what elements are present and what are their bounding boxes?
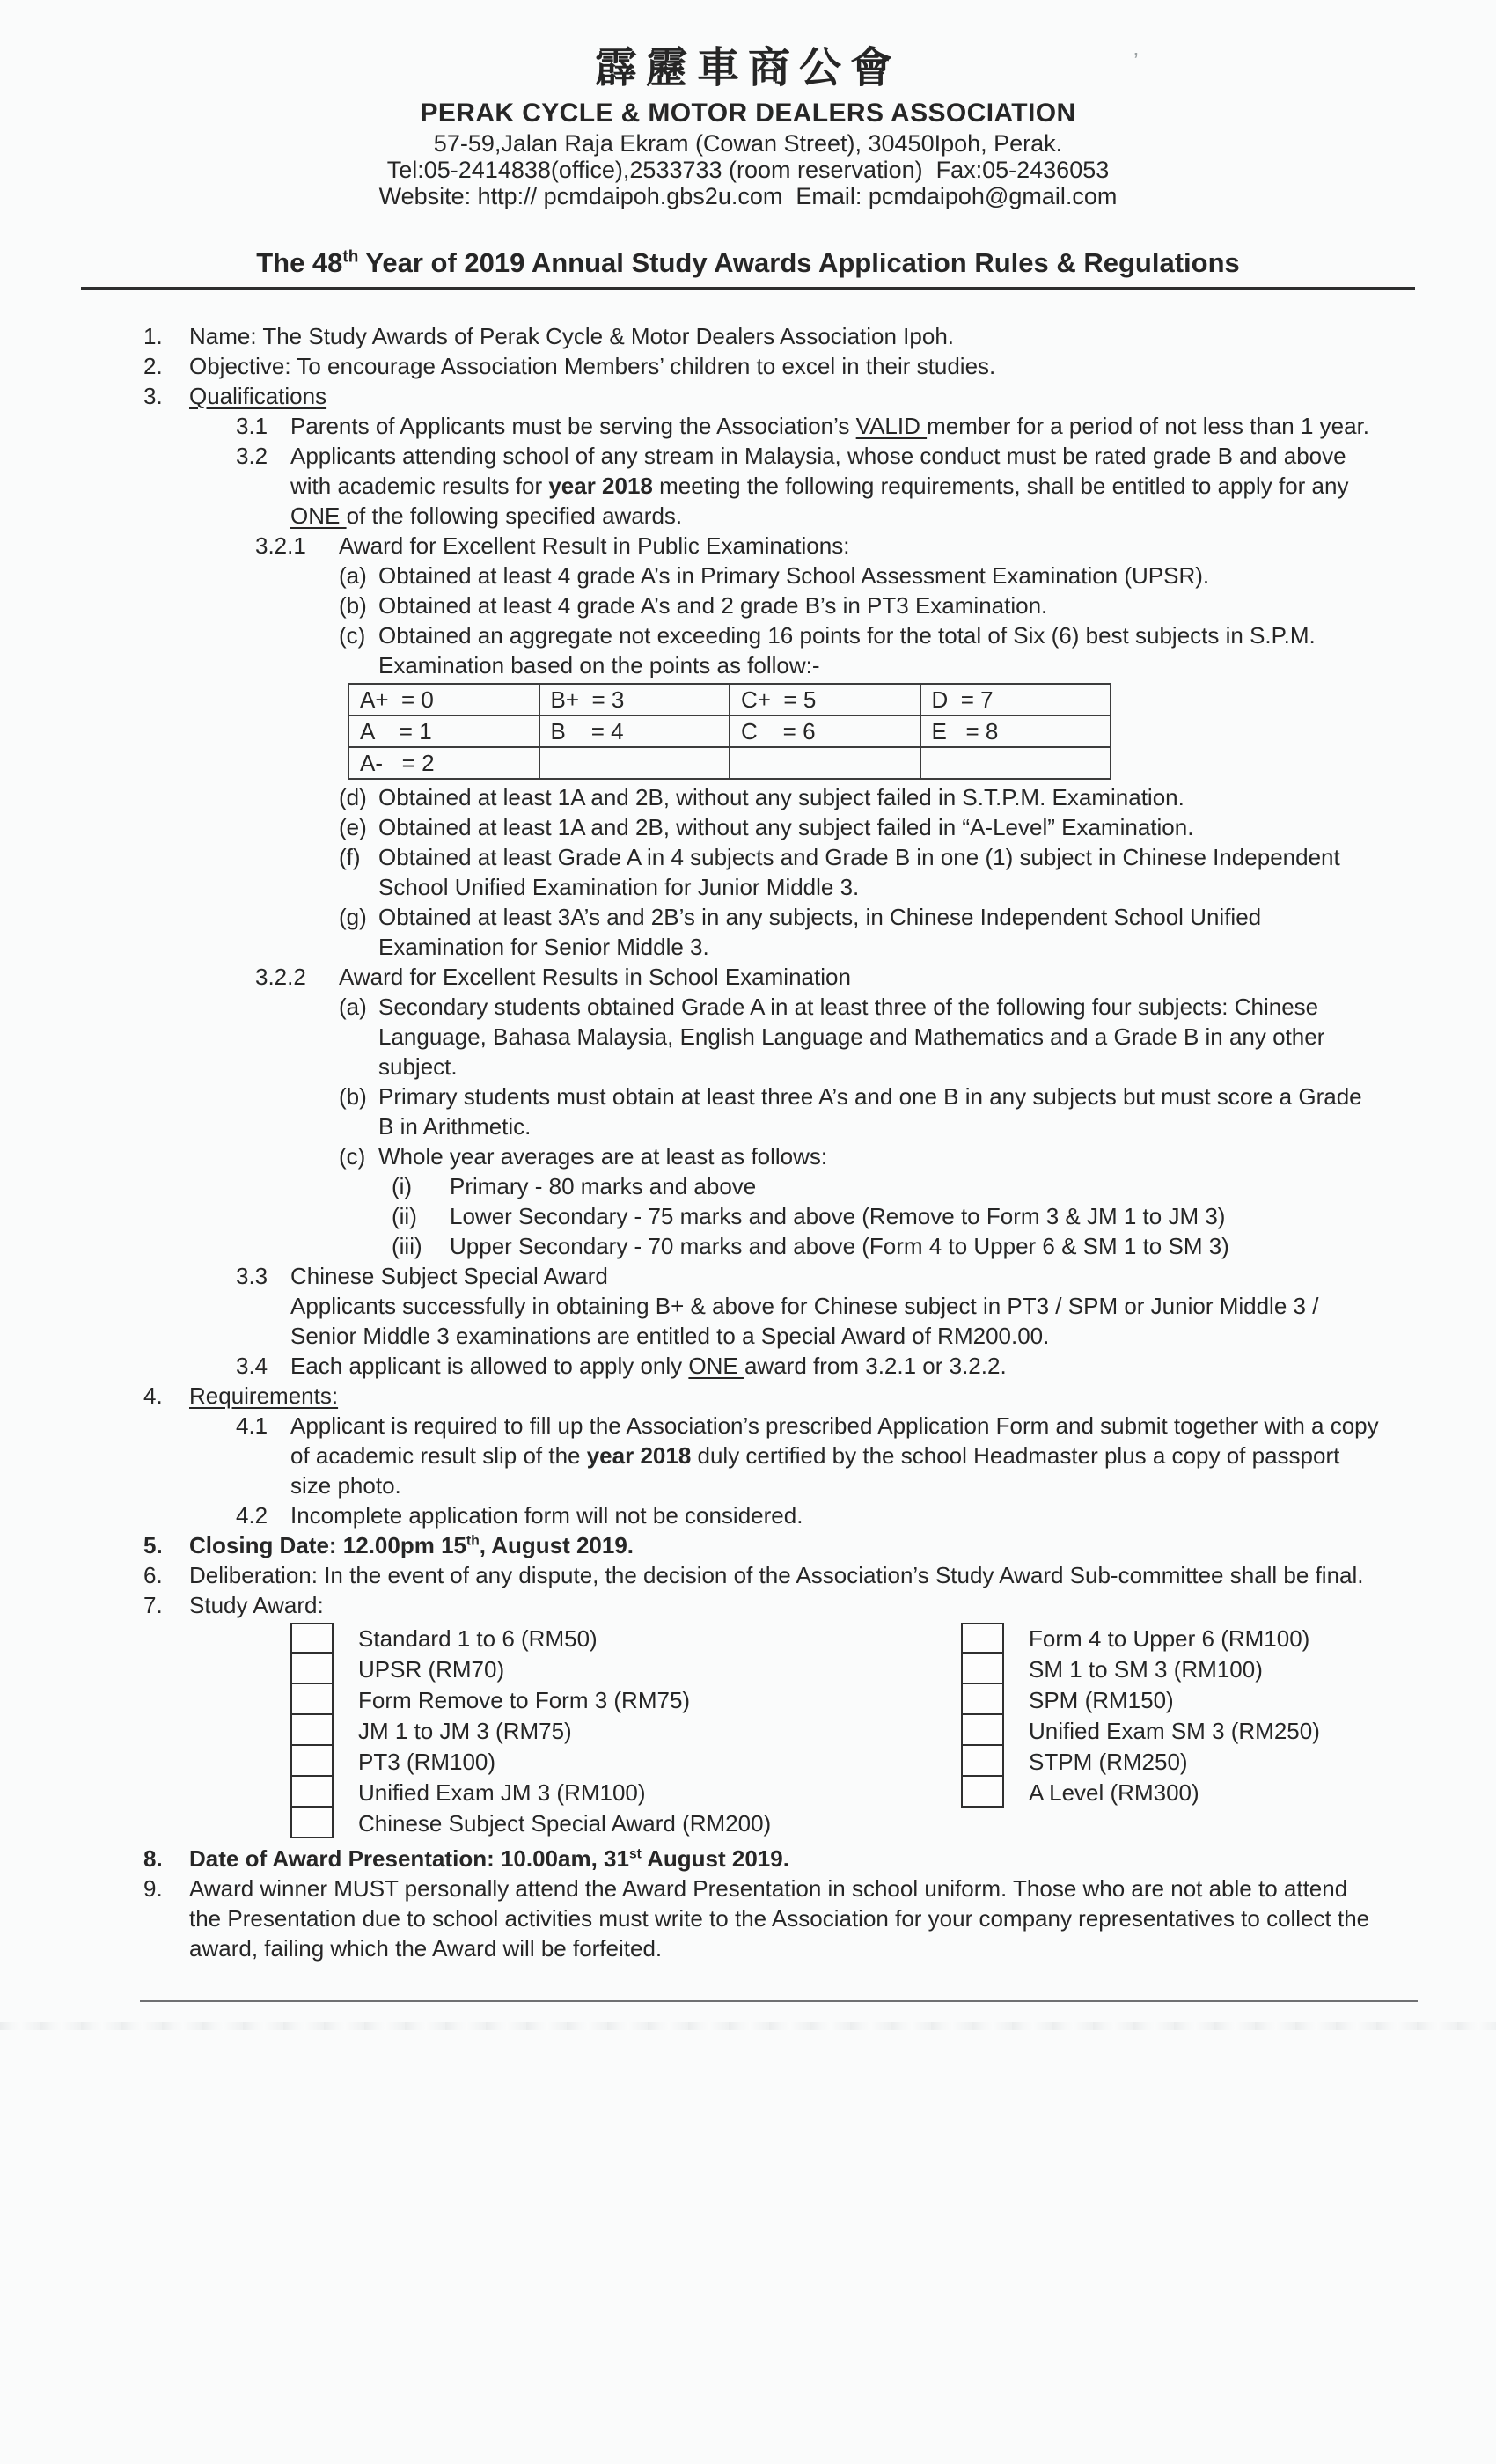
award-row xyxy=(290,1777,771,1808)
item-roman: (ii) xyxy=(392,1203,417,1229)
item-number: 4.2 xyxy=(236,1502,268,1529)
award-label: JM 1 to JM 3 (RM75) xyxy=(358,1717,572,1744)
underlined-word: VALID xyxy=(855,413,928,439)
item-text: Award for Excellent Result in Public Examinations: xyxy=(339,532,850,559)
section-heading: Requirements: xyxy=(189,1382,339,1409)
item-text: Objective: To encourage Association Members’ children to excel in their studies. xyxy=(189,353,996,379)
item-text: Each applicant is allowed to apply only ONE award from 3.2.1 or 3.2.2. xyxy=(290,1353,1007,1379)
award-row xyxy=(961,1623,1320,1654)
item-3-2-2-c-i xyxy=(392,1171,1383,1201)
award-row xyxy=(961,1777,1320,1808)
item-3-3 xyxy=(236,1261,1383,1291)
points-cell xyxy=(539,747,730,779)
item-text: Study Award: xyxy=(189,1592,324,1618)
points-cell: B+ = 3 xyxy=(539,684,730,715)
item-9-attendance xyxy=(143,1874,1383,1963)
item-letter: (a) xyxy=(339,562,367,589)
item-3-3-paragraph: Applicants successfully in obtaining B+ & above for Chinese subject in PT3 / SPM or Junior Middle 3 / Senior Middle 3 examinations are entitled to a Special Award of RM200.00. xyxy=(290,1293,1319,1349)
award-label: Standard 1 to 6 (RM50) xyxy=(358,1624,598,1652)
item-number: 1. xyxy=(143,323,163,349)
item-text: Secondary students obtained Grade A in at least three of the following four subjects: Chinese Language, Bahasa Malaysia, English Language and Mathematics and a Grade B in any other subject. xyxy=(378,994,1325,1080)
item-3-2-1-c xyxy=(339,620,1383,680)
award-row xyxy=(290,1746,771,1777)
award-checkbox[interactable] xyxy=(290,1623,334,1654)
item-text: Obtained at least 3A’s and 2B’s in any subjects, in Chinese Independent School Unified Examination for Senior Middle 3. xyxy=(378,904,1262,960)
item-3-1 xyxy=(236,411,1383,441)
award-label: SPM (RM150) xyxy=(1029,1686,1174,1713)
item-4-2 xyxy=(236,1500,1383,1530)
award-label: Unified Exam JM 3 (RM100) xyxy=(358,1778,646,1806)
item-3-4 xyxy=(236,1351,1383,1381)
item-number: 3.3 xyxy=(236,1263,268,1289)
award-checkbox[interactable] xyxy=(961,1654,1004,1684)
item-3-2-2-a xyxy=(339,992,1383,1082)
item-text: Chinese Subject Special Award xyxy=(290,1263,608,1289)
underlined-word: ONE xyxy=(290,502,347,529)
spm-points-table xyxy=(348,683,1111,780)
item-3-2-1-a xyxy=(339,561,1383,590)
item-letter: (b) xyxy=(339,592,367,619)
item-3-2-1-d xyxy=(339,782,1383,812)
study-award-options xyxy=(290,1623,1383,1840)
item-text: Lower Secondary - 75 marks and above (Remove to Form 3 & JM 1 to JM 3) xyxy=(450,1203,1226,1229)
award-checkbox[interactable] xyxy=(961,1715,1004,1746)
item-8-presentation-date xyxy=(143,1844,1383,1874)
bold-phrase: year 2018 xyxy=(586,1442,692,1469)
item-number: 7. xyxy=(143,1592,163,1618)
item-number: 3.2.2 xyxy=(255,964,306,990)
award-row xyxy=(961,1684,1320,1715)
item-text: Award winner MUST personally attend the Award Presentation in school uniform. Those who are not able to attend the Presentation due to school activities must write to the Association for your company representatives to collect the award, failing which the Award will be forfeited. xyxy=(189,1875,1370,1962)
item-letter: (f) xyxy=(339,844,361,870)
item-text: Obtained at least 4 grade A’s in Primary School Assessment Examination (UPSR). xyxy=(378,562,1210,589)
item-3-2-1-b xyxy=(339,590,1383,620)
bold-phrase: year 2018 xyxy=(548,473,653,499)
award-column-right xyxy=(961,1623,1320,1808)
table-row xyxy=(348,747,1111,779)
award-row xyxy=(290,1715,771,1746)
award-checkbox[interactable] xyxy=(961,1623,1004,1654)
underlined-word: ONE xyxy=(688,1353,744,1379)
item-3-2-1-f xyxy=(339,842,1383,902)
rules-body xyxy=(0,290,1496,2002)
item-text: Parents of Applicants must be serving the Association’s VALID member for a period of not less than 1 year. xyxy=(290,413,1370,439)
award-label: SM 1 to SM 3 (RM100) xyxy=(1029,1655,1263,1683)
item-letter: (c) xyxy=(339,622,366,649)
item-letter: (d) xyxy=(339,784,367,810)
item-text: Primary - 80 marks and above xyxy=(450,1173,757,1199)
award-label: A Level (RM300) xyxy=(1029,1778,1199,1806)
item-number: 5. xyxy=(143,1532,163,1558)
award-row xyxy=(961,1746,1320,1777)
item-number: 4.1 xyxy=(236,1412,268,1439)
table-row xyxy=(348,715,1111,747)
points-cell: B = 4 xyxy=(539,715,730,747)
bottom-divider xyxy=(140,2000,1418,2002)
item-7-study-award xyxy=(143,1590,1383,1620)
table-row xyxy=(348,684,1111,715)
points-cell xyxy=(920,747,1111,779)
item-2-objective xyxy=(143,351,1383,381)
item-text: Award for Excellent Results in School Examination xyxy=(339,964,851,990)
item-3-2-1-e xyxy=(339,812,1383,842)
org-phone-fax: Tel:05-2414838(office),2533733 (room reservation) Fax:05-2436053 xyxy=(386,157,1110,183)
org-website-email: Website: http:// pcmdaipoh.gbs2u.com Email: pcmdaipoh@gmail.com xyxy=(378,183,1118,209)
award-checkbox[interactable] xyxy=(290,1654,334,1684)
item-text: Obtained at least Grade A in 4 subjects and Grade B in one (1) subject in Chinese Independent School Unified Examination for Junior Middle 3. xyxy=(378,844,1340,900)
points-cell: D = 7 xyxy=(920,684,1111,715)
item-4-1 xyxy=(236,1411,1383,1500)
item-roman: (iii) xyxy=(392,1233,422,1259)
item-text: Obtained at least 1A and 2B, without any subject failed in S.T.P.M. Examination. xyxy=(378,784,1184,810)
award-checkbox[interactable] xyxy=(290,1808,334,1838)
item-number: 6. xyxy=(143,1562,163,1588)
award-row xyxy=(290,1654,771,1684)
item-text: Obtained at least 4 grade A’s and 2 grade B’s in PT3 Examination. xyxy=(378,592,1048,619)
item-number: 3.2 xyxy=(236,443,268,469)
award-row xyxy=(290,1684,771,1715)
scan-artifact-mark: ’ xyxy=(1133,48,1139,74)
item-3-2-2-c-ii xyxy=(392,1201,1383,1231)
item-number: 2. xyxy=(143,353,163,379)
item-text: Primary students must obtain at least three A’s and one B in any subjects but must score a Grade B in Arithmetic. xyxy=(378,1083,1362,1140)
points-cell: C+ = 5 xyxy=(730,684,920,715)
award-label: PT3 (RM100) xyxy=(358,1748,496,1775)
award-column-left xyxy=(290,1623,771,1838)
item-text: Incomplete application form will not be considered. xyxy=(290,1502,803,1529)
item-text: Name: The Study Awards of Perak Cycle & Motor Dealers Association Ipoh. xyxy=(189,323,955,349)
award-row xyxy=(961,1654,1320,1684)
award-row xyxy=(290,1623,771,1654)
item-3-2-2-b xyxy=(339,1082,1383,1141)
item-number: 9. xyxy=(143,1875,163,1902)
item-text: Whole year averages are at least as follows: xyxy=(378,1143,828,1170)
award-checkbox[interactable] xyxy=(290,1715,334,1746)
item-letter: (a) xyxy=(339,994,367,1020)
letterhead xyxy=(0,0,1496,209)
points-cell: A- = 2 xyxy=(348,747,539,779)
award-label: UPSR (RM70) xyxy=(358,1655,505,1683)
item-6-deliberation xyxy=(143,1560,1383,1590)
item-text: Closing Date: 12.00pm 15th, August 2019. xyxy=(189,1532,634,1558)
item-3-2-2 xyxy=(255,962,1383,992)
item-3-2-2-c-iii xyxy=(392,1231,1383,1261)
item-letter: (b) xyxy=(339,1083,367,1110)
item-letter: (e) xyxy=(339,814,367,840)
award-row xyxy=(290,1808,771,1838)
item-number: 3. xyxy=(143,383,163,409)
item-text: Upper Secondary - 70 marks and above (Form 4 to Upper 6 & SM 1 to SM 3) xyxy=(450,1233,1229,1259)
item-letter: (g) xyxy=(339,904,367,930)
item-text: Deliberation: In the event of any dispute, the decision of the Association’s Study Award Sub-committee shall be final. xyxy=(189,1562,1364,1588)
award-checkbox[interactable] xyxy=(961,1746,1004,1777)
item-number: 4. xyxy=(143,1382,163,1409)
org-chinese-name: 霹靂車商公會 xyxy=(594,45,901,92)
award-row xyxy=(961,1715,1320,1746)
org-address: 57-59,Jalan Raja Ekram (Cowan Street), 30450Ipoh, Perak. xyxy=(433,130,1063,157)
item-5-closing-date xyxy=(143,1530,1383,1560)
item-number: 3.1 xyxy=(236,413,268,439)
document-title: The 48th Year of 2019 Annual Study Awards Application Rules & Regulations xyxy=(256,247,1240,278)
scan-noise-band xyxy=(0,2022,1496,2030)
item-number: 3.4 xyxy=(236,1353,268,1379)
item-letter: (c) xyxy=(339,1143,366,1170)
item-text: Date of Award Presentation: 10.00am, 31st August 2019. xyxy=(189,1845,789,1872)
points-cell: C = 6 xyxy=(730,715,920,747)
points-cell xyxy=(730,747,920,779)
section-heading: Qualifications xyxy=(189,383,327,409)
award-label: Chinese Subject Special Award (RM200) xyxy=(358,1809,772,1837)
award-label: STPM (RM250) xyxy=(1029,1748,1188,1775)
item-roman: (i) xyxy=(392,1173,413,1199)
item-3-2-1-g xyxy=(339,902,1383,962)
item-3-2 xyxy=(236,441,1383,531)
award-label: Unified Exam SM 3 (RM250) xyxy=(1029,1717,1320,1744)
points-cell: A+ = 0 xyxy=(348,684,539,715)
award-checkbox[interactable] xyxy=(961,1777,1004,1808)
award-checkbox[interactable] xyxy=(290,1684,334,1715)
item-number: 3.2.1 xyxy=(255,532,306,559)
org-name: PERAK CYCLE & MOTOR DEALERS ASSOCIATION xyxy=(420,99,1076,128)
item-4-requirements xyxy=(143,1381,1383,1411)
item-3-qualifications xyxy=(143,381,1383,411)
item-text: Applicant is required to fill up the Association’s prescribed Application Form and submit together with a copy of academic result slip of the year 2018 duly certified by the school Headmaster plus a copy of passport size photo. xyxy=(290,1412,1379,1499)
item-number: 8. xyxy=(143,1845,163,1872)
item-3-2-1 xyxy=(255,531,1383,561)
points-cell: E = 8 xyxy=(920,715,1111,747)
item-text: Obtained at least 1A and 2B, without any subject failed in “A-Level” Examination. xyxy=(378,814,1194,840)
award-checkbox[interactable] xyxy=(961,1684,1004,1715)
award-label: Form 4 to Upper 6 (RM100) xyxy=(1029,1624,1310,1652)
item-text: Applicants attending school of any stream in Malaysia, whose conduct must be rated grade B and above with academic results for year 2018 meeting the following requirements, shall be entitled to apply for any ONE of the following specified awards. xyxy=(290,443,1349,529)
points-cell: A = 1 xyxy=(348,715,539,747)
item-3-2-2-c xyxy=(339,1141,1383,1171)
award-checkbox[interactable] xyxy=(290,1746,334,1777)
award-checkbox[interactable] xyxy=(290,1777,334,1808)
item-text: Obtained an aggregate not exceeding 16 points for the total of Six (6) best subjects in S.P.M. Examination based on the points as follow:- xyxy=(378,622,1316,678)
award-label: Form Remove to Form 3 (RM75) xyxy=(358,1686,691,1713)
item-1-name xyxy=(143,321,1383,351)
